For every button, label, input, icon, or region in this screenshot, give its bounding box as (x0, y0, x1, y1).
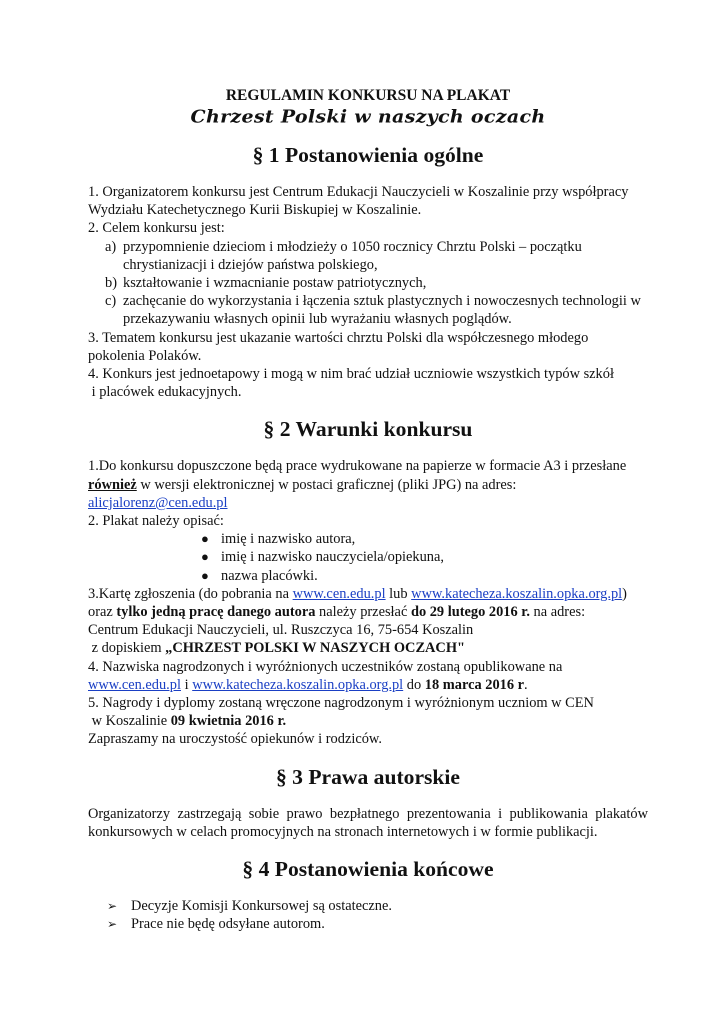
s1-item-a-text: przypomnienie dzieciom i młodzieży o 1050 rocznicy Chrztu Polski – początku chrystianizacji i dziejów państwa polskiego, (123, 238, 582, 273)
s1-item-c (88, 292, 648, 328)
s2-p4-text-c: do (403, 676, 425, 693)
cen-link[interactable]: www.cen.edu.pl (292, 585, 386, 602)
s2-p3-text-d: oraz (88, 604, 117, 621)
s2-p4-text-b: i (180, 676, 193, 693)
s2-p3-text-e: należy przesłać (315, 604, 411, 621)
bullet-text: imię i nazwisko autora, (221, 531, 356, 548)
s3-paragraph-1: Organizatorzy zastrzegają sobie prawo bezpłatnego prezentowania i publikowania plakatów konkursowych w celach promocyjnych na stronach internetowych i w formie publikacji. (88, 805, 648, 840)
s2-p3-deadline: do 29 lutego 2016 r. (410, 604, 530, 621)
s1-paragraph-4a: 4. Konkurs jest jednoetapowy i mogą w nim brać udział uczniowie wszystkich typów szkół (88, 366, 614, 383)
s1-paragraph-3: 3. Tematem konkursu jest ukazanie wartości chrztu Polski dla współczesnego młodego pokolenia Polaków. (88, 329, 589, 364)
s2-p3-text-f: na adres: (529, 604, 586, 621)
list-item (88, 897, 648, 915)
s1-item-c-label: c) (105, 293, 117, 310)
s1-item-b-text: kształtowanie i wzmacnianie postaw patriotycznych, (123, 275, 427, 292)
s1-paragraph-4b: i placówek edukacyjnych. (88, 384, 242, 401)
s2-p3-bold-3: „CHRZEST POLSKI W NASZYCH OCZACH" (165, 640, 466, 657)
s2-p3-address: Centrum Edukacji Nauczycieli, ul. Ruszczyca 16, 75-654 Koszalin (88, 622, 474, 639)
list-item (88, 567, 648, 585)
s2-p3-text-h: z dopiskiem (88, 640, 166, 657)
arrowhead-bullet-icon: ➢ (107, 899, 118, 914)
s2-paragraph-6: Zapraszamy na uroczystość opiekunów i rodziców. (88, 731, 382, 748)
s2-p5-text-b: w Koszalinie (88, 713, 171, 730)
s2-paragraph-5 (88, 694, 648, 730)
s4-arrow-list (88, 897, 648, 933)
bullet-text: nazwa placówki. (221, 567, 318, 584)
list-item (88, 530, 648, 548)
email-link[interactable]: alicjalorenz@cen.edu.pl (88, 494, 228, 511)
s1-item-a (88, 238, 648, 274)
s2-p3-text-a: 3.Kartę zgłoszenia (do pobrania na (88, 585, 293, 602)
section-4-heading: § 4 Postanowienia końcowe (242, 857, 494, 882)
cen-link[interactable]: www.cen.edu.pl (88, 676, 181, 693)
list-item (88, 915, 648, 933)
arrowhead-bullet-icon: ➢ (107, 917, 118, 932)
s2-p3-text-b: lub (385, 585, 412, 602)
section-3-heading: § 3 Prawa autorskie (276, 764, 460, 789)
s1-paragraph-2: 2. Celem konkursu jest: (88, 220, 225, 237)
katecheza-link[interactable]: www.katecheza.koszalin.opka.org.pl (192, 676, 404, 693)
s2-p4-date: 18 marca 2016 r (424, 676, 525, 693)
arrow-item-text: Decyzje Komisji Konkursowej są ostateczne. (131, 898, 392, 915)
s2-paragraph-2: 2. Plakat należy opisać: (88, 513, 224, 530)
section-2-heading: § 2 Warunki konkursu (263, 417, 473, 442)
arrow-item-text: Prace nie będę odsyłane autorom. (131, 916, 325, 933)
s2-p4-text-a: 4. Nazwiska nagrodzonych i wyróżnionych uczestników zostaną opublikowane na (88, 658, 563, 675)
katecheza-link[interactable]: www.katecheza.koszalin.opka.org.pl (411, 585, 623, 602)
document-title: REGULAMIN KONKURSU NA PLAKAT (225, 87, 511, 104)
s1-paragraph-1: 1. Organizatorem konkursu jest Centrum Edukacji Nauczycieli w Koszalinie przy współpracy Wydziału Katechetycznego Kurii Biskupiej w Koszalinie. (88, 184, 629, 219)
s2-paragraph-3 (88, 585, 648, 658)
s2-p1-text-a: 1.Do konkursu dopuszczone będą prace wydrukowane na papierze w formacie A3 i przesłane (88, 458, 627, 475)
s1-item-b-label: b) (105, 275, 117, 292)
bullet-icon: ● (201, 531, 209, 547)
s2-paragraph-1 (88, 457, 648, 512)
s1-item-c-text: zachęcanie do wykorzystania i łączenia sztuk plastycznych i nowoczesnych technologii w przekazywaniu własnych opinii lub wyrażaniu własnych poglądów. (123, 293, 641, 328)
s2-p1-emphasis: również (88, 476, 137, 493)
bullet-icon: ● (201, 549, 209, 565)
s2-p3-bold-1: tylko jedną pracę danego autora (116, 604, 316, 621)
s2-bullet-list (88, 530, 648, 585)
document-subtitle: Chrzest Polski w naszych oczach (190, 106, 546, 128)
list-item (88, 548, 648, 566)
s2-p4-text-d: . (524, 676, 528, 693)
s1-item-a-label: a) (105, 238, 117, 255)
s2-paragraph-4 (88, 658, 648, 694)
s2-p5-date: 09 kwietnia 2016 r. (170, 713, 287, 730)
bullet-icon: ● (201, 567, 209, 583)
bullet-text: imię i nazwisko nauczyciela/opiekuna, (221, 549, 444, 566)
s1-item-b (88, 274, 648, 292)
section-1-heading: § 1 Postanowienia ogólne (252, 143, 484, 167)
s2-p3-text-c: ) (622, 585, 627, 602)
s2-p5-text-a: 5. Nagrody i dyplomy zostaną wręczone nagrodzonym i wyróżnionym uczniom w CEN (88, 695, 594, 712)
s2-p1-text-b: w wersji elektronicznej w postaci graficznej (pliki JPG) na adres: (136, 476, 517, 493)
document-page (88, 86, 648, 934)
